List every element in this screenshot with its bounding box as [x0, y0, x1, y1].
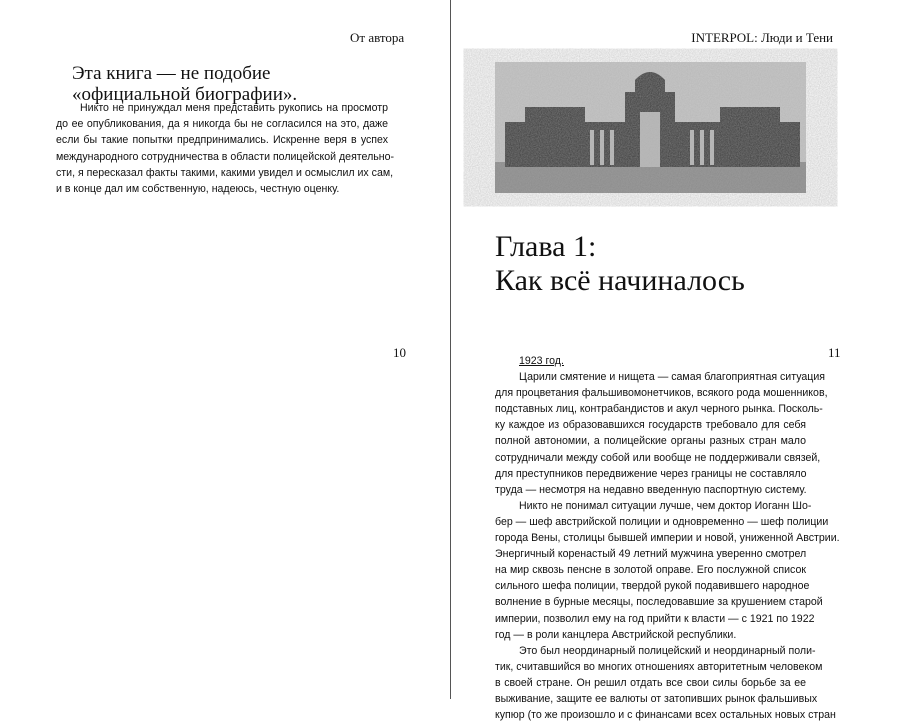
chapter-title-line-2: Как всё начиналось	[495, 264, 745, 297]
text-line: и в конце дал им собственную, надеюсь, честную оценку.	[56, 183, 340, 195]
text-line: Царили смятение и нищета — самая благоприятная ситуация	[519, 371, 825, 383]
text-line: выживание, защите ее валюты от затопивших рынок фальшивых	[495, 693, 818, 705]
left-page-number: 10	[393, 345, 406, 360]
chapter-title-line-1: Глава 1:	[495, 230, 597, 263]
left-heading-line-2: «официальной биографии».	[72, 84, 298, 105]
text-line: тик, считавшийся во многих отношениях авторитетным человеком	[495, 660, 823, 673]
text-line: для процветания фальшивомонетчиков, всякого рода мошенников,	[495, 387, 828, 400]
text-line: купюр (то же произошло и с финансами всех остальных новых стран	[495, 709, 836, 722]
text-line: сильного шефа полиции, твердой рукой подавившего народное	[495, 580, 810, 593]
text-line: на мир сквозь пенсне в золотой оправе. Его послужной список	[495, 564, 806, 577]
text-line: подставных лиц, контрабандистов и акул черного рынка. Посколь-	[495, 403, 823, 416]
text-line: до ее опубликования, да я никогда бы не согласился на это, даже	[56, 118, 388, 131]
left-heading-line-1: Эта книга — не подобие	[72, 63, 271, 84]
text-line: бер — шеф австрийской полиции и одновременно — шеф полиции	[495, 515, 829, 528]
building-photo	[495, 62, 806, 193]
right-running-header: INTERPOL: Люди и Тени	[691, 30, 833, 45]
text-line: труда — несмотря на недавно введенную паспортную систему.	[495, 483, 807, 496]
text-line: в своей стране. Он решил отдать все свои силы борьбе за ее	[495, 676, 806, 689]
text-line: города Вены, столицы бывшей империи и новой, униженной Австрии.	[495, 532, 840, 544]
text-line: Это был неординарный полицейский и неординарный поли-	[519, 644, 816, 657]
page-gutter-divider	[450, 0, 451, 699]
text-line: год — в роли канцлера Австрийской республики.	[495, 628, 737, 641]
text-line: сти, я пересказал факты такими, какими увидел и осмыслил их сам,	[56, 166, 394, 179]
text-line: империи, позволил ему на год прийти к власти — с 1921 по 1922	[495, 612, 815, 625]
year-label: 1923 год.	[519, 355, 564, 367]
text-line: для преступников передвижение через границы не составляло	[495, 467, 807, 480]
text-line: Никто не понимал ситуации лучше, чем доктор Иоганн Шо-	[519, 499, 812, 512]
text-line: Энергичный коренастый 49 летний мужчина уверенно смотрел	[495, 548, 807, 561]
text-line: сотрудничали между собой или вообще не поддерживали связей,	[495, 451, 821, 464]
text-line: полной автономии, а полицейские органы разных стран мало	[495, 435, 806, 448]
text-line: ку каждое из образовавшихся государств требовало для себя	[495, 419, 806, 432]
text-line: волнение в бурные месяцы, последовавшие за крушением старой	[495, 596, 823, 609]
text-line: Никто не принуждал меня представить рукопись на просмотр	[80, 102, 388, 114]
right-page-number: 11	[828, 345, 841, 360]
text-line: если бы такие попытки предпринимались. Искренне веря в успех	[56, 134, 388, 147]
left-running-header: От автора	[350, 30, 405, 45]
text-line: международного сотрудничества в области полицейской деятельно-	[56, 150, 395, 163]
